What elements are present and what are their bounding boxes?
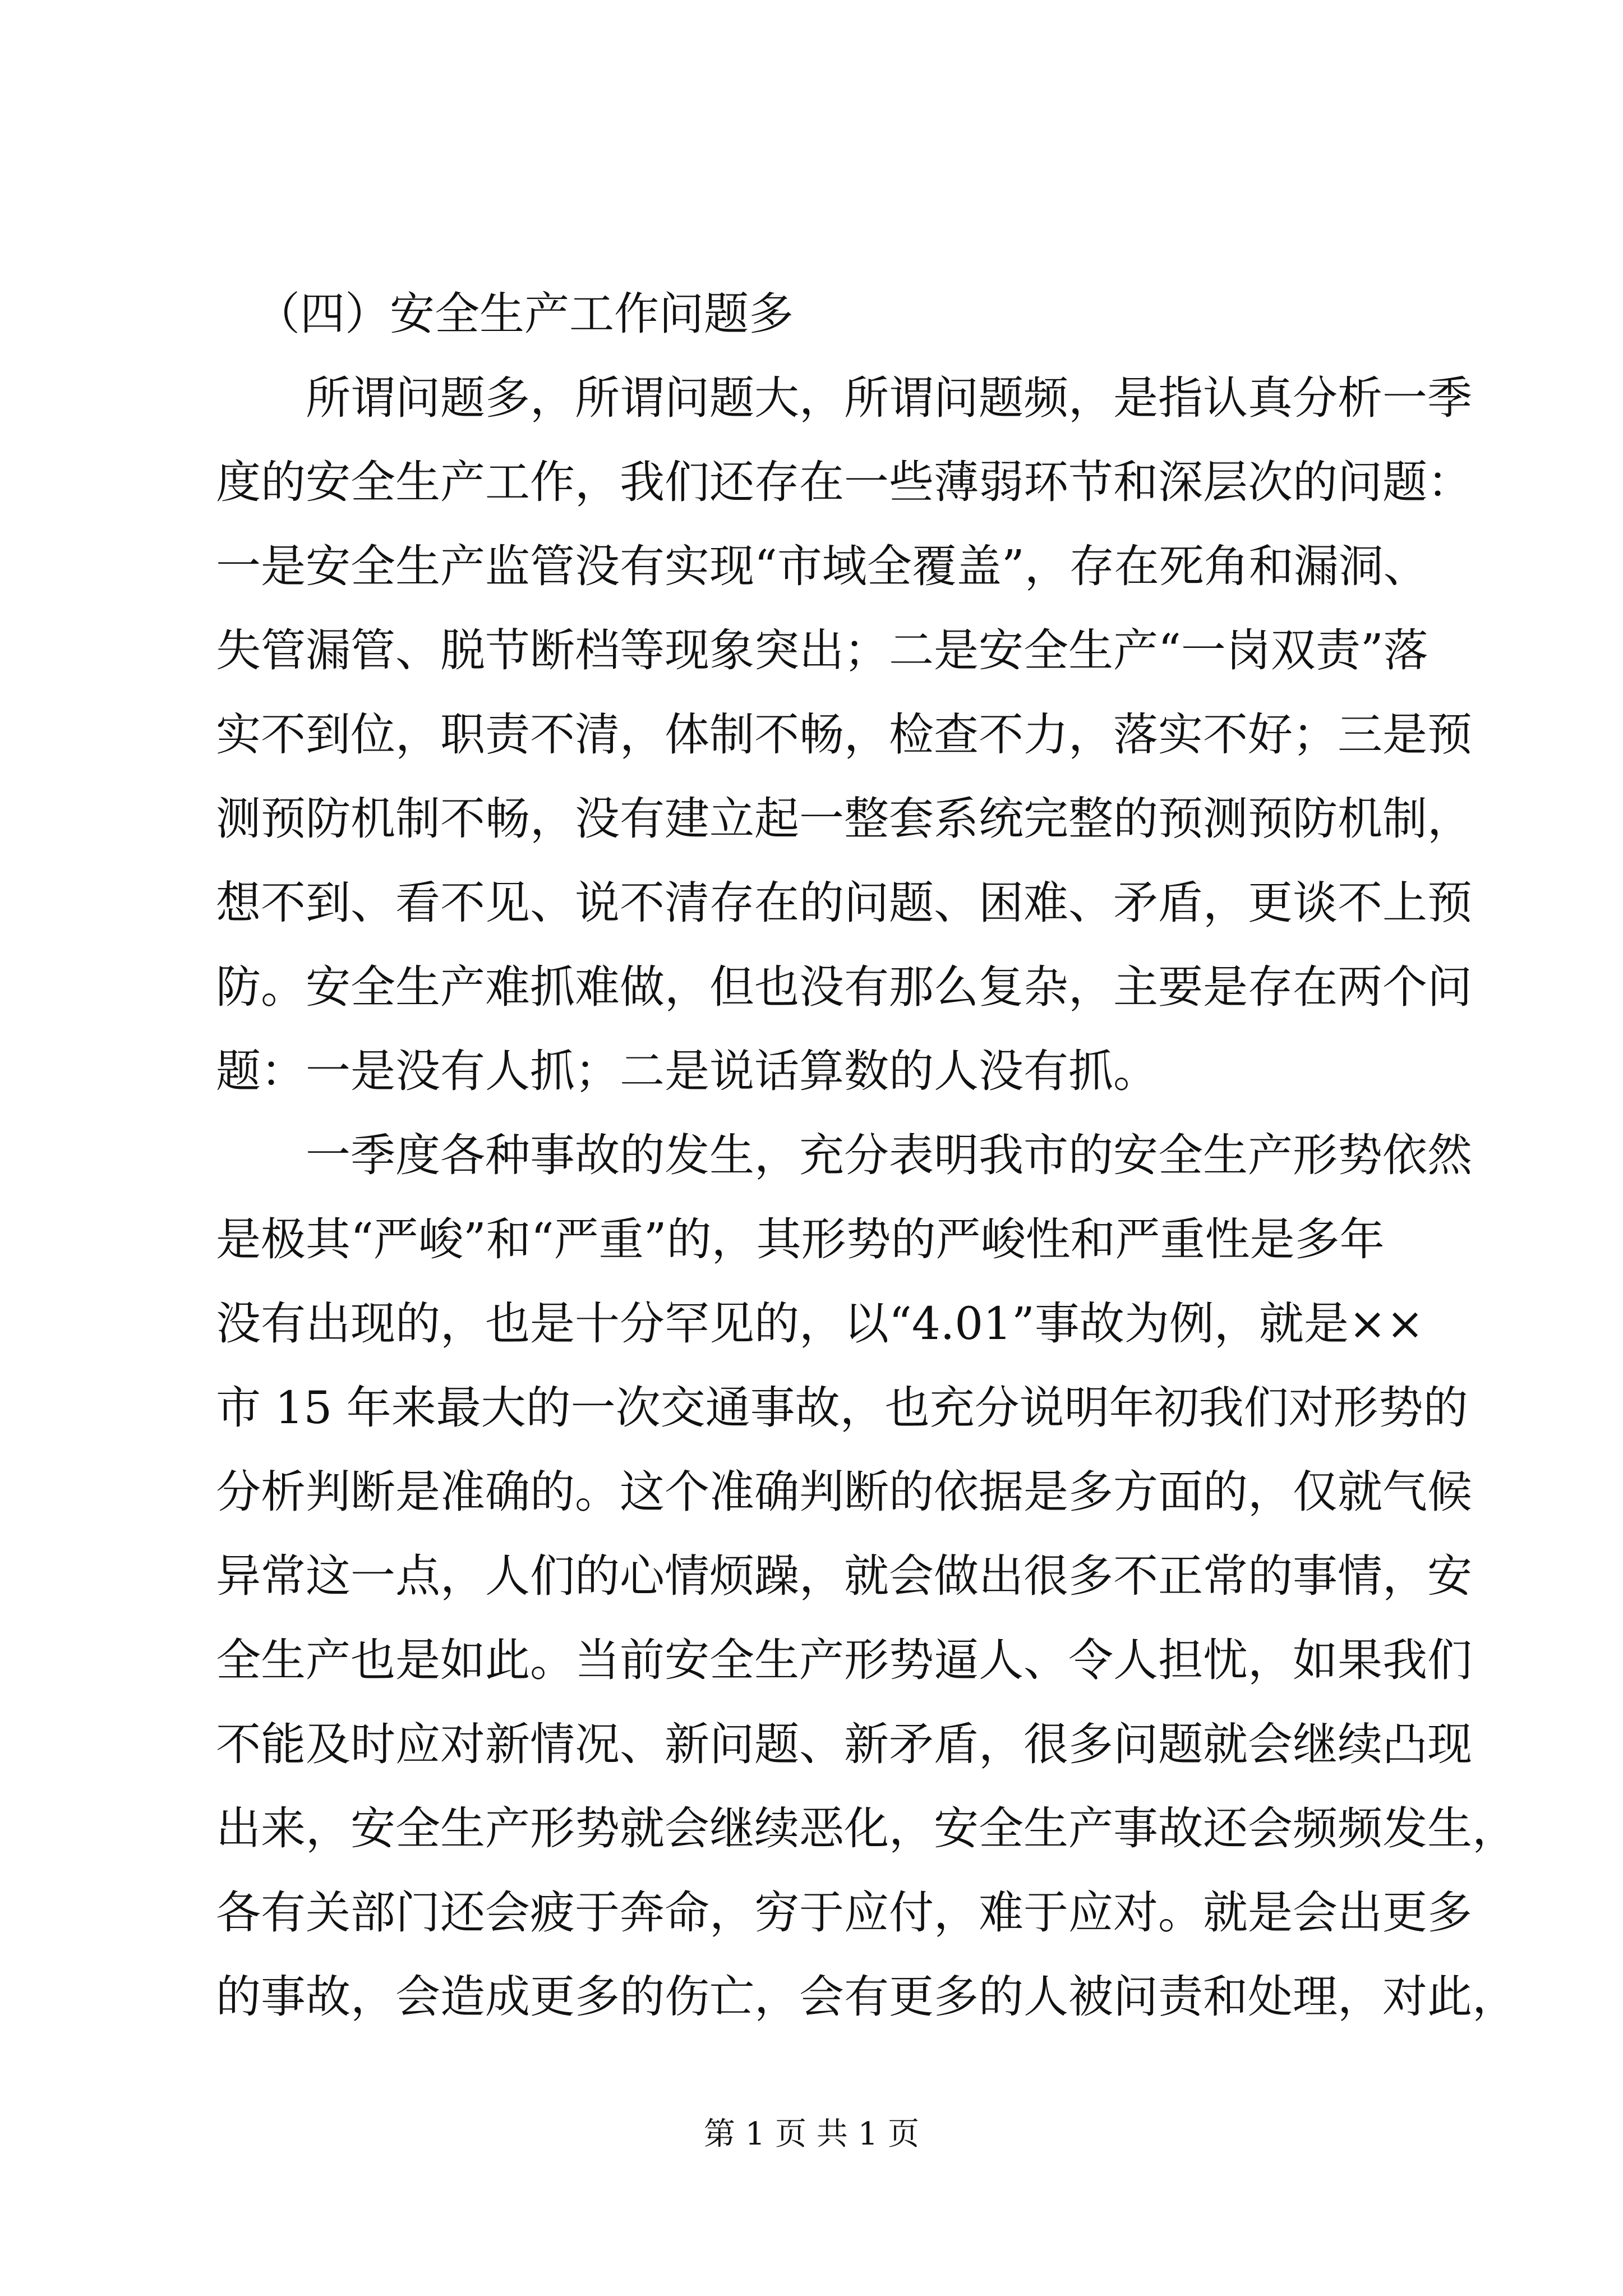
body-text-line: 题：一是没有人抓；二是说话算数的人没有抓。 — [216, 1045, 1158, 1097]
body-text-line: 出来，安全生产形势就会继续恶化，安全生产事故还会频频发生， — [216, 1802, 1517, 1855]
body-text-line: 市 15 年来最大的一次交通事故，也充分说明年初我们对形势的 — [216, 1382, 1468, 1434]
body-text-line: 各有关部门还会疲于奔命，穷于应付，难于应对。就是会出更多 — [216, 1887, 1472, 1939]
body-text-line: 防。安全生产难抓难做，但也没有那么复杂，主要是存在两个问 — [216, 961, 1472, 1013]
body-text-line: 实不到位，职责不清，体制不畅，检查不力，落实不好；三是预 — [216, 708, 1472, 761]
section-heading: （四）安全生产工作问题多 — [255, 288, 794, 340]
body-text-line: 想不到、看不见、说不清存在的问题、困难、矛盾，更谈不上预 — [216, 877, 1472, 929]
body-text-line: 一季度各种事故的发生，充分表明我市的安全生产形势依然 — [306, 1129, 1472, 1181]
body-text-line: 没有出现的，也是十分罕见的，以“4.01”事故为例，就是×× — [216, 1297, 1424, 1350]
body-text-line: 异常这一点，人们的心情烦躁，就会做出很多不正常的事情，安 — [216, 1550, 1472, 1602]
body-text-line: 失管漏管、脱节断档等现象突出；二是安全生产“一岗双责”落 — [216, 624, 1428, 677]
page-footer: 第 1 页 共 1 页 — [703, 2116, 920, 2152]
body-text-line: 的事故，会造成更多的伤亡，会有更多的人被问责和处理，对此， — [216, 1971, 1517, 2023]
body-text-line: 是极其“严峻”和“严重”的，其形势的严峻性和严重性是多年 — [216, 1213, 1385, 1266]
body-text-line: 度的安全生产工作，我们还存在一些薄弱环节和深层次的问题： — [216, 456, 1472, 508]
body-text-line: 所谓问题多，所谓问题大，所谓问题频，是指认真分析一季 — [306, 372, 1472, 424]
body-text-line: 全生产也是如此。当前安全生产形势逼人、令人担忧，如果我们 — [216, 1634, 1472, 1686]
body-text-line: 不能及时应对新情况、新问题、新矛盾，很多问题就会继续凸现 — [216, 1718, 1472, 1770]
body-text-line: 一是安全生产监管没有实现“市域全覆盖”，存在死角和漏洞、 — [216, 540, 1428, 592]
body-text-line: 测预防机制不畅，没有建立起一整套系统完整的预测预防机制， — [216, 793, 1472, 845]
body-text-line: 分析判断是准确的。这个准确判断的依据是多方面的，仅就气候 — [216, 1466, 1472, 1518]
